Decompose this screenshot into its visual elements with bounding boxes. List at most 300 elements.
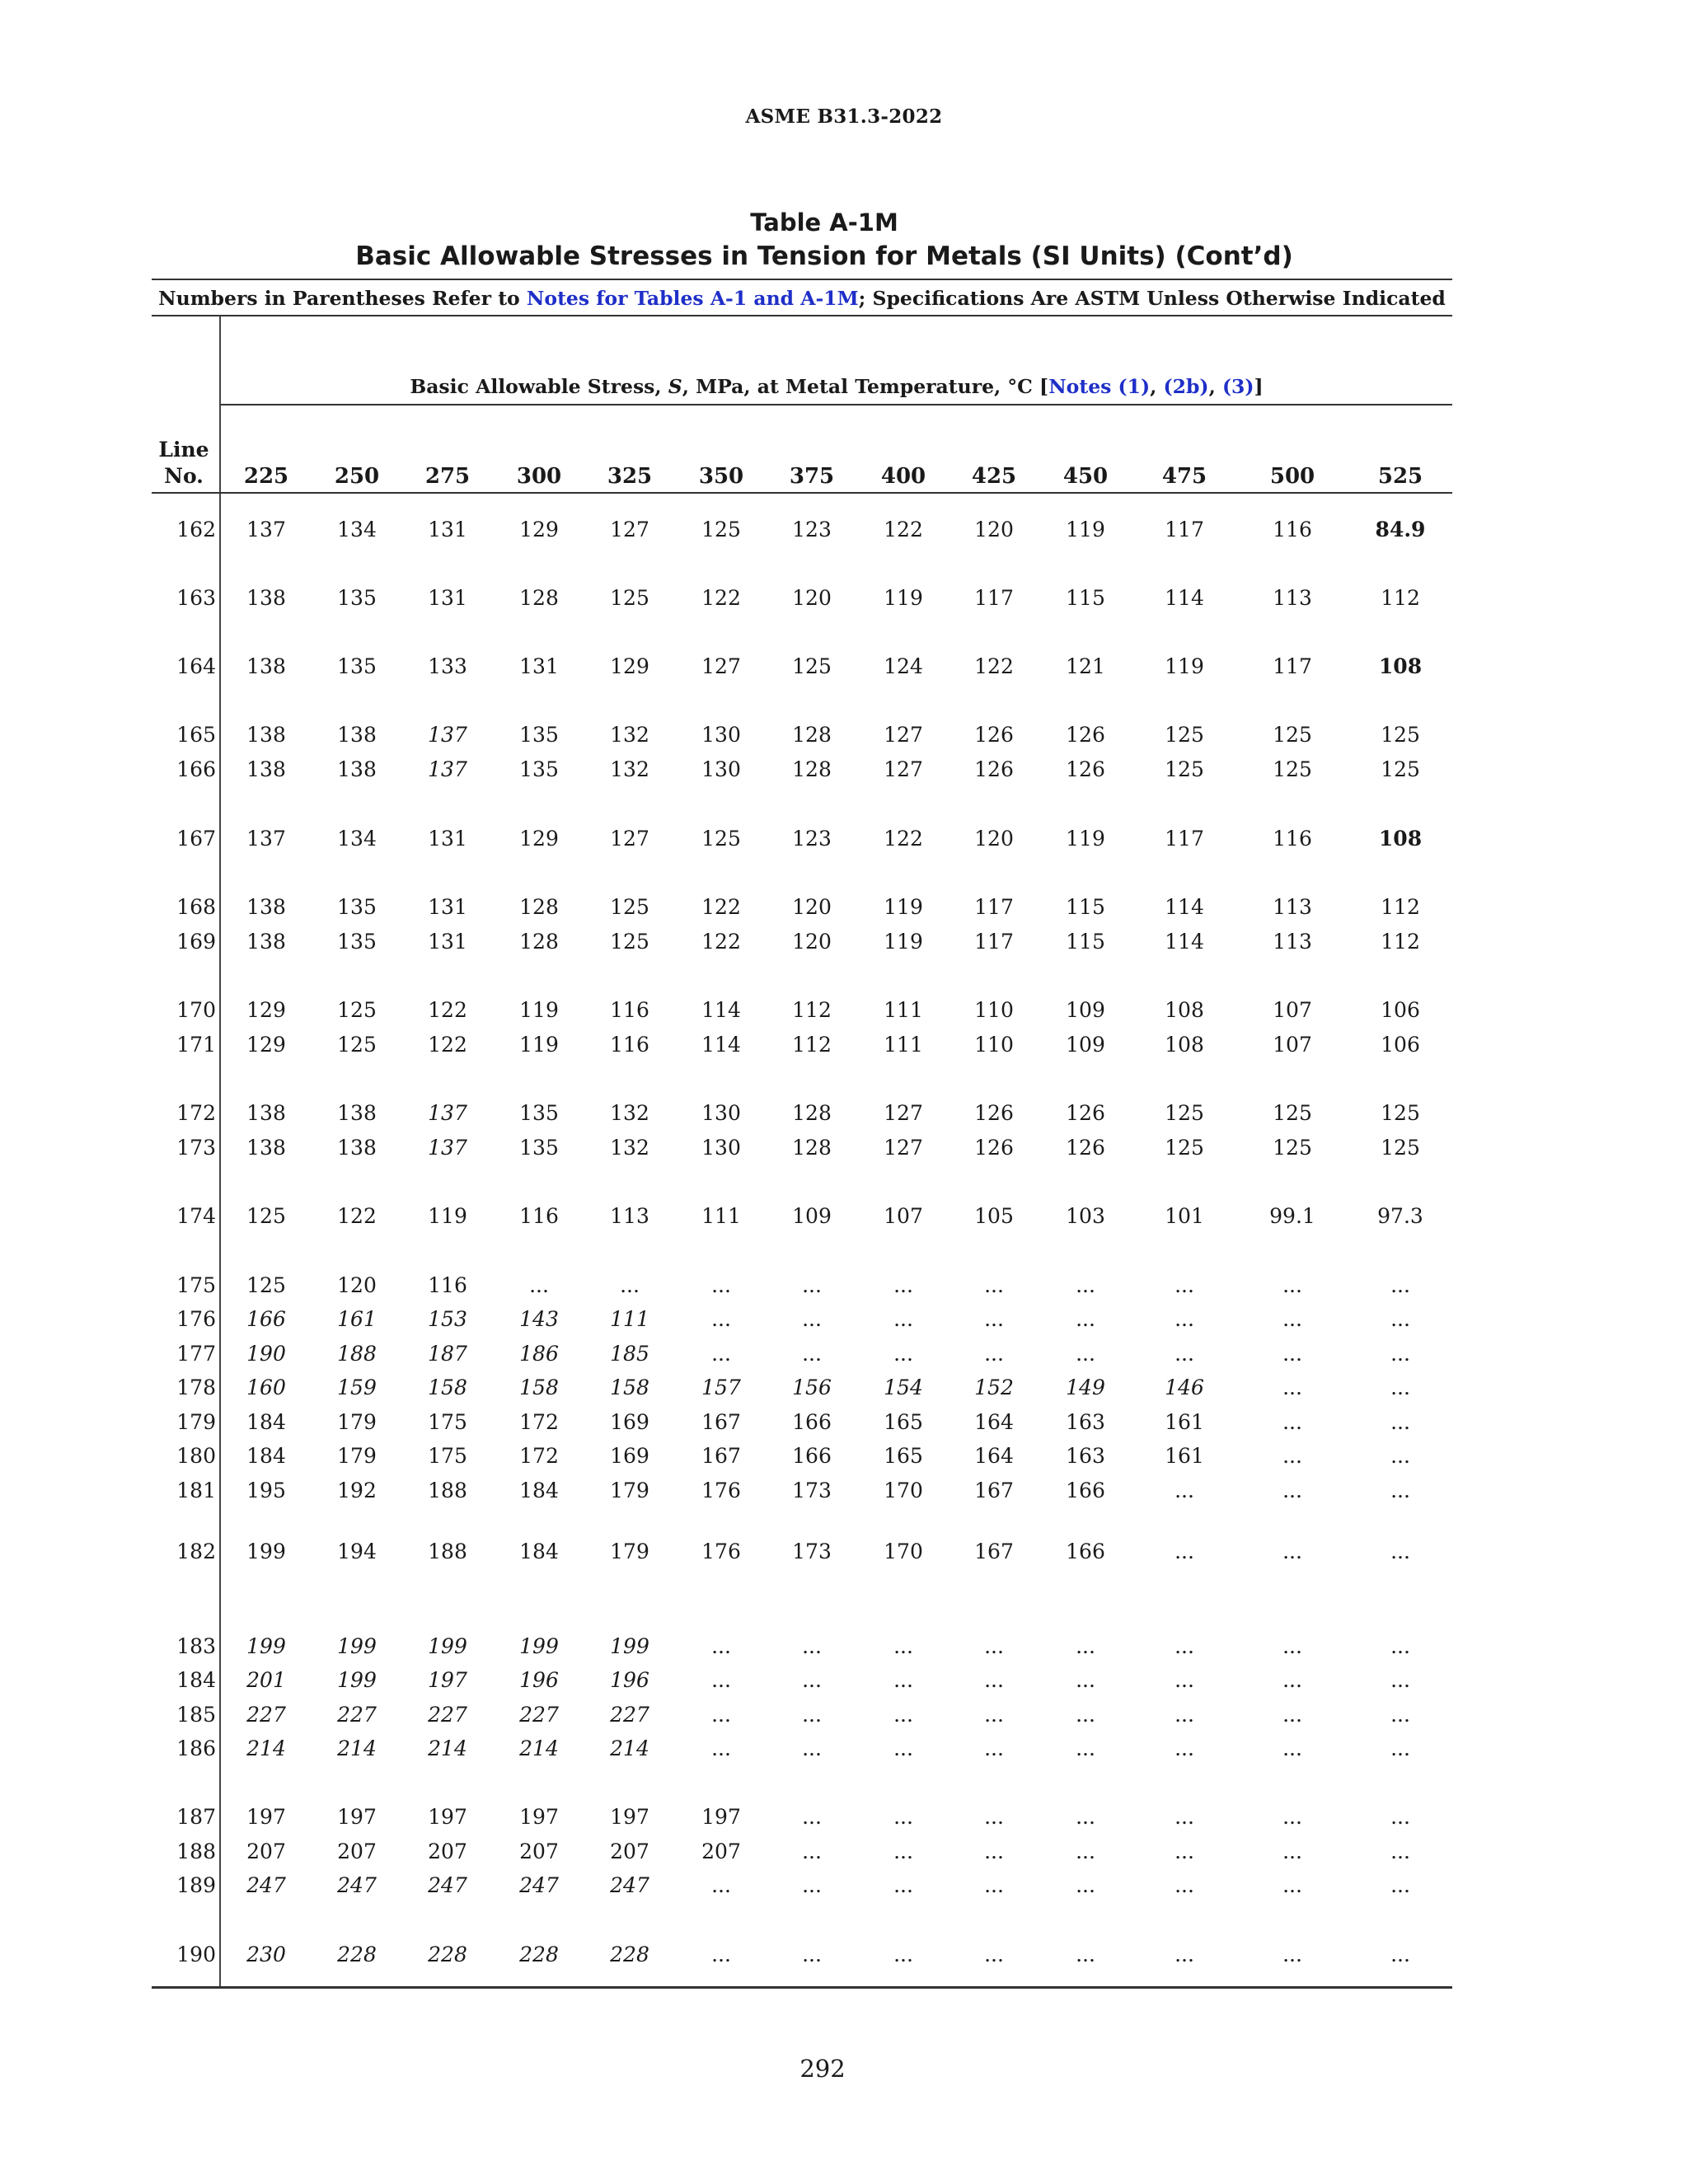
- stress-value: ...: [1076, 1943, 1095, 1966]
- stress-value: ...: [1282, 1634, 1302, 1658]
- stress-value: ...: [1076, 1840, 1095, 1863]
- line-number: 185: [176, 1703, 216, 1727]
- stress-value: 135: [337, 586, 377, 610]
- stress-value: 117: [974, 895, 1014, 919]
- stress-value: ...: [711, 1703, 731, 1727]
- stress-value: 113: [1273, 930, 1312, 954]
- stress-value: 130: [701, 723, 741, 747]
- stress-value: 172: [519, 1444, 559, 1468]
- stress-value: 184: [246, 1444, 286, 1468]
- table-row: [0, 1303, 1688, 1336]
- line-number: 174: [176, 1204, 216, 1228]
- stress-value: 123: [792, 518, 832, 541]
- stress-value: 153: [428, 1307, 467, 1331]
- stress-value: 247: [246, 1873, 286, 1897]
- stress-value: 179: [337, 1410, 377, 1434]
- stress-value: 120: [974, 518, 1014, 541]
- line-number: 164: [176, 654, 216, 678]
- stress-value: 122: [884, 518, 923, 541]
- stress-value: 132: [610, 1101, 649, 1125]
- stress-value: 119: [428, 1204, 467, 1228]
- stress-value: ...: [1175, 1634, 1194, 1658]
- stress-value: 122: [974, 654, 1014, 678]
- stress-value: 121: [1066, 654, 1105, 678]
- stress-value: 207: [519, 1840, 559, 1863]
- stress-value: 125: [246, 1273, 286, 1297]
- stress-value: 199: [610, 1634, 649, 1658]
- stress-value: 125: [610, 895, 649, 919]
- stress-value: ...: [893, 1634, 913, 1658]
- stress-value: 138: [337, 757, 377, 781]
- stress-value: 127: [610, 518, 649, 541]
- stress-value: ...: [1076, 1736, 1095, 1760]
- temperature-header: 250: [334, 464, 380, 489]
- line-number: 179: [176, 1410, 216, 1434]
- stress-value: 184: [519, 1479, 559, 1502]
- stress-value: 116: [519, 1204, 559, 1228]
- table-row: [0, 650, 1688, 683]
- stress-value: 138: [246, 1136, 286, 1160]
- stress-value: 107: [1273, 998, 1312, 1022]
- stress-value: 167: [974, 1540, 1014, 1563]
- stress-value: 137: [246, 827, 286, 851]
- stress-value: 207: [246, 1840, 286, 1863]
- stress-value: 135: [519, 1101, 559, 1125]
- stress-value: 120: [792, 586, 832, 610]
- stress-value: 196: [610, 1668, 649, 1692]
- stress-value: ...: [1390, 1736, 1410, 1760]
- stress-value: 169: [610, 1444, 649, 1468]
- temperature-header: 225: [243, 464, 289, 489]
- stress-value: 214: [428, 1736, 467, 1760]
- stress-value: 108: [1378, 654, 1423, 678]
- stress-value: ...: [984, 1273, 1004, 1297]
- stress-value: 186: [519, 1342, 559, 1366]
- notes-link[interactable]: Notes for Tables A-1 and A-1M: [526, 287, 859, 310]
- stress-value: 125: [610, 930, 649, 954]
- line-number: 182: [176, 1540, 216, 1563]
- stress-value: 128: [519, 895, 559, 919]
- stress-value: 199: [337, 1668, 377, 1692]
- stress-value: 113: [1273, 586, 1312, 610]
- stress-value: ...: [1390, 1410, 1410, 1434]
- stress-value: 109: [792, 1204, 832, 1228]
- stress-value: 129: [610, 654, 649, 678]
- stress-value: 199: [246, 1540, 286, 1563]
- stress-value: 214: [337, 1736, 377, 1760]
- stress-value: 164: [974, 1410, 1014, 1434]
- stress-value: 111: [884, 998, 923, 1022]
- stress-value: 199: [337, 1634, 377, 1658]
- stress-value: 114: [701, 998, 741, 1022]
- stress-value: 111: [701, 1204, 741, 1228]
- stress-value: 163: [1066, 1444, 1105, 1468]
- line-number: 181: [176, 1479, 216, 1502]
- line-number: 175: [176, 1273, 216, 1297]
- stress-value: 157: [701, 1376, 741, 1399]
- stress-value: ...: [984, 1307, 1004, 1331]
- stress-value: 125: [337, 1033, 377, 1057]
- stress-value: ...: [893, 1703, 913, 1727]
- table-row: [0, 1938, 1688, 1971]
- stress-value: 190: [246, 1342, 286, 1366]
- stress-value: 227: [246, 1703, 286, 1727]
- stress-value: ...: [802, 1805, 822, 1829]
- stress-value: ...: [711, 1634, 731, 1658]
- table-row: [0, 1029, 1688, 1062]
- stress-value: ...: [984, 1703, 1004, 1727]
- stress-value: ...: [893, 1805, 913, 1829]
- stress-value: 164: [974, 1444, 1014, 1468]
- stress-value: 125: [1165, 1136, 1204, 1160]
- stress-value: 199: [428, 1634, 467, 1658]
- line-number: 180: [176, 1444, 216, 1468]
- table-row: [0, 1732, 1688, 1765]
- stress-value: 125: [1381, 1101, 1420, 1125]
- stress-column-header: Basic Allowable Stress, S, MPa, at Metal Temperature, °C [Notes (1), (2b), (3)]: [410, 375, 1264, 398]
- stress-value: ...: [1175, 1805, 1194, 1829]
- stress-value: ...: [1076, 1873, 1095, 1897]
- line-number: 187: [176, 1805, 216, 1829]
- table-row: [0, 1801, 1688, 1834]
- stress-value: 122: [884, 827, 923, 851]
- stress-value: 159: [337, 1376, 377, 1399]
- note-3-link[interactable]: (3): [1221, 375, 1254, 398]
- stress-value: 125: [246, 1204, 286, 1228]
- stress-header-rule: [221, 404, 1452, 405]
- note-bottom-rule: [152, 315, 1452, 316]
- stress-value: ...: [1076, 1703, 1095, 1727]
- line-header-no: No.: [164, 464, 204, 488]
- table-row: [0, 1869, 1688, 1902]
- stress-value: 227: [428, 1703, 467, 1727]
- stress-value: 149: [1066, 1376, 1105, 1399]
- line-number: 169: [176, 930, 216, 954]
- stress-value: 161: [337, 1307, 377, 1331]
- stress-value: 197: [337, 1805, 377, 1829]
- stress-value: ...: [1390, 1943, 1410, 1966]
- stress-value: 125: [1273, 1101, 1312, 1125]
- stress-value: 163: [1066, 1410, 1105, 1434]
- stress-value: 131: [428, 930, 467, 954]
- stress-value: 120: [337, 1273, 377, 1297]
- table-subtitle: Basic Allowable Stresses in Tension for Metals (SI Units) (Cont’d): [355, 241, 1293, 271]
- stress-value: 115: [1066, 895, 1105, 919]
- stress-value: 112: [1381, 930, 1420, 954]
- stress-value: 125: [1381, 723, 1420, 747]
- stress-value: 187: [428, 1342, 467, 1366]
- stress-value: 130: [701, 1101, 741, 1125]
- stress-value: 111: [610, 1307, 649, 1331]
- stress-value: ...: [529, 1273, 549, 1297]
- stress-value: 188: [428, 1540, 467, 1563]
- table-row: [0, 1371, 1688, 1404]
- stress-value: ...: [802, 1634, 822, 1658]
- stress-value: 197: [519, 1805, 559, 1829]
- stress-value: ...: [1282, 1410, 1302, 1434]
- stress-value: ...: [1175, 1342, 1194, 1366]
- stress-value: 161: [1165, 1410, 1204, 1434]
- stress-value: 114: [1165, 895, 1204, 919]
- stress-value: ...: [802, 1342, 822, 1366]
- stress-value: ...: [1076, 1668, 1095, 1692]
- stress-value: 112: [1381, 586, 1420, 610]
- stress-value: 129: [519, 827, 559, 851]
- stress-value: ...: [802, 1840, 822, 1863]
- stress-value: ...: [1282, 1307, 1302, 1331]
- stress-value: 126: [974, 1136, 1014, 1160]
- stress-value: ...: [1175, 1668, 1194, 1692]
- stress-value: ...: [620, 1273, 640, 1297]
- stress-value: ...: [1282, 1873, 1302, 1897]
- stress-value: 131: [428, 895, 467, 919]
- table-bottom-rule: [152, 1986, 1452, 1989]
- stress-value: ...: [893, 1307, 913, 1331]
- stress-value: 122: [701, 895, 741, 919]
- stress-value: 128: [519, 930, 559, 954]
- line-number: 163: [176, 586, 216, 610]
- stress-value: 201: [246, 1668, 286, 1692]
- stress-value: 125: [701, 827, 741, 851]
- stress-value: ...: [1175, 1540, 1194, 1563]
- stress-value: 138: [337, 1136, 377, 1160]
- stress-value: ...: [711, 1736, 731, 1760]
- stress-value: 128: [792, 757, 832, 781]
- table-row: [0, 1269, 1688, 1302]
- table-row: [0, 1474, 1688, 1507]
- stress-value: 176: [701, 1479, 741, 1502]
- stress-value: 117: [974, 586, 1014, 610]
- stress-value: 228: [610, 1943, 649, 1966]
- stress-value: ...: [893, 1943, 913, 1966]
- stress-value: ...: [802, 1307, 822, 1331]
- stress-value: 108: [1165, 998, 1204, 1022]
- stress-value: 108: [1165, 1033, 1204, 1057]
- stress-value: ...: [802, 1873, 822, 1897]
- line-number: 165: [176, 723, 216, 747]
- stress-value: 137: [428, 1101, 467, 1125]
- line-header-line: Line: [158, 438, 209, 462]
- temperature-header: 400: [880, 464, 926, 489]
- table-note: [152, 287, 1452, 310]
- table-row: [0, 513, 1688, 546]
- stress-value: ...: [1390, 1444, 1410, 1468]
- stress-value: 112: [792, 998, 832, 1022]
- stress-value: 131: [428, 586, 467, 610]
- stress-value: 207: [701, 1840, 741, 1863]
- stress-value: ...: [984, 1634, 1004, 1658]
- line-number: 190: [176, 1943, 216, 1966]
- stress-value: 128: [792, 723, 832, 747]
- stress-value: ...: [984, 1668, 1004, 1692]
- stress-value: ...: [893, 1668, 913, 1692]
- stress-value: 125: [1381, 1136, 1420, 1160]
- stress-value: ...: [1175, 1943, 1194, 1966]
- stress-value: 128: [792, 1136, 832, 1160]
- stress-value: 127: [701, 654, 741, 678]
- table-row: [0, 753, 1688, 786]
- stress-value: 130: [701, 1136, 741, 1160]
- line-number: 166: [176, 757, 216, 781]
- stress-value: 125: [1273, 757, 1312, 781]
- stress-value: 247: [610, 1873, 649, 1897]
- stress-value: 131: [428, 827, 467, 851]
- temperature-header: 375: [789, 464, 835, 489]
- stress-value: 227: [519, 1703, 559, 1727]
- stress-value: 109: [1066, 998, 1105, 1022]
- table-row: [0, 1200, 1688, 1233]
- running-head: ASME B31.3-2022: [745, 105, 943, 128]
- note-1-link[interactable]: Notes (1): [1048, 375, 1151, 398]
- stress-value: 207: [610, 1840, 649, 1863]
- stress-value: 129: [246, 1033, 286, 1057]
- stress-value: ...: [1390, 1376, 1410, 1399]
- stress-value: 126: [1066, 757, 1105, 781]
- stress-value: 132: [610, 1136, 649, 1160]
- stress-value: ...: [1175, 1873, 1194, 1897]
- stress-value: 125: [701, 518, 741, 541]
- stress-value: 126: [1066, 1101, 1105, 1125]
- stress-value: 122: [428, 998, 467, 1022]
- stress-value: ...: [1282, 1376, 1302, 1399]
- stress-value: 192: [337, 1479, 377, 1502]
- stress-value: 124: [884, 654, 923, 678]
- stress-value: 105: [974, 1204, 1014, 1228]
- stress-value: 128: [519, 586, 559, 610]
- stress-value: ...: [1390, 1479, 1410, 1502]
- stress-value: ...: [1076, 1805, 1095, 1829]
- stress-value: 125: [1165, 757, 1204, 781]
- table-row: [0, 1097, 1688, 1130]
- stress-value: 113: [610, 1204, 649, 1228]
- stress-value: 125: [1273, 723, 1312, 747]
- line-number: 172: [176, 1101, 216, 1125]
- stress-value: ...: [1076, 1634, 1095, 1658]
- table-row: [0, 823, 1688, 855]
- table-row: [0, 719, 1688, 752]
- stress-value: 172: [519, 1410, 559, 1434]
- stress-value: 127: [884, 1101, 923, 1125]
- stress-value: ...: [1390, 1273, 1410, 1297]
- table-row: [0, 1440, 1688, 1473]
- stress-value: 125: [1165, 723, 1204, 747]
- temperature-header: 500: [1269, 464, 1315, 489]
- stress-value: 138: [337, 723, 377, 747]
- line-number: 177: [176, 1342, 216, 1366]
- stress-value: ...: [1390, 1703, 1410, 1727]
- line-number: 188: [176, 1840, 216, 1863]
- stress-value: 197: [610, 1805, 649, 1829]
- stress-value: ...: [1175, 1273, 1194, 1297]
- stress-value: 119: [1066, 518, 1105, 541]
- stress-value: 165: [884, 1410, 923, 1434]
- line-number: 176: [176, 1307, 216, 1331]
- stress-value: 108: [1378, 827, 1423, 851]
- stress-value: ...: [893, 1342, 913, 1366]
- stress-value: 122: [701, 930, 741, 954]
- stress-value: 129: [246, 998, 286, 1022]
- stress-value: 137: [428, 1136, 467, 1160]
- stress-value: ...: [984, 1342, 1004, 1366]
- stress-value: ...: [1175, 1840, 1194, 1863]
- stress-value: ...: [802, 1273, 822, 1297]
- stress-value: 122: [701, 586, 741, 610]
- stress-value: 197: [428, 1668, 467, 1692]
- table-row: [0, 1699, 1688, 1732]
- stress-value: 207: [337, 1840, 377, 1863]
- stress-value: 112: [792, 1033, 832, 1057]
- stress-value: 166: [792, 1444, 832, 1468]
- stress-value: ...: [1282, 1943, 1302, 1966]
- temperature-header: 350: [698, 464, 744, 489]
- table-row: [0, 994, 1688, 1027]
- stress-value: 154: [884, 1376, 923, 1399]
- stress-value: 207: [428, 1840, 467, 1863]
- stress-value: ...: [893, 1873, 913, 1897]
- stress-value: 228: [428, 1943, 467, 1966]
- stress-value: 116: [1273, 827, 1312, 851]
- stress-value: ...: [802, 1668, 822, 1692]
- stress-value: 126: [974, 723, 1014, 747]
- stress-value: 122: [337, 1204, 377, 1228]
- stress-value: ...: [1076, 1273, 1095, 1297]
- stress-value: ...: [1390, 1634, 1410, 1658]
- stress-value: 110: [974, 1033, 1014, 1057]
- temperature-header: 300: [516, 464, 562, 489]
- stress-value: 167: [701, 1410, 741, 1434]
- stress-value: ...: [1175, 1736, 1194, 1760]
- stress-value: 175: [428, 1410, 467, 1434]
- stress-value: 111: [884, 1033, 923, 1057]
- stress-value: ...: [1390, 1342, 1410, 1366]
- stress-value: 119: [884, 895, 923, 919]
- stress-value: ...: [802, 1736, 822, 1760]
- stress-value: 107: [884, 1204, 923, 1228]
- stress-value: 129: [519, 518, 559, 541]
- table-top-rule: [152, 279, 1452, 280]
- stress-value: 175: [428, 1444, 467, 1468]
- stress-value: 120: [792, 895, 832, 919]
- stress-value: 132: [610, 723, 649, 747]
- note-prefix: Numbers in Parentheses Refer to: [158, 287, 527, 310]
- stress-value: ...: [984, 1943, 1004, 1966]
- table-row: [0, 1835, 1688, 1868]
- stress-value: 117: [974, 930, 1014, 954]
- stress-value: 169: [610, 1410, 649, 1434]
- stress-value: 247: [519, 1873, 559, 1897]
- stress-value: 138: [246, 757, 286, 781]
- stress-value: ...: [1282, 1703, 1302, 1727]
- note-2b-link[interactable]: (2b): [1163, 375, 1209, 398]
- stress-value: 158: [428, 1376, 467, 1399]
- stress-value: 197: [246, 1805, 286, 1829]
- stress-value: ...: [1282, 1805, 1302, 1829]
- stress-value: 197: [701, 1805, 741, 1829]
- stress-value: 228: [519, 1943, 559, 1966]
- stress-value: 166: [1066, 1479, 1105, 1502]
- table-title-block: [0, 206, 1648, 274]
- stress-value: 138: [246, 1101, 286, 1125]
- stress-value: 114: [1165, 930, 1204, 954]
- stress-value: ...: [984, 1840, 1004, 1863]
- stress-value: 176: [701, 1540, 741, 1563]
- stress-value: ...: [1282, 1736, 1302, 1760]
- stress-value: 116: [610, 1033, 649, 1057]
- line-number: 168: [176, 895, 216, 919]
- table-row: [0, 891, 1688, 924]
- line-number: 167: [176, 827, 216, 851]
- stress-value: ...: [711, 1273, 731, 1297]
